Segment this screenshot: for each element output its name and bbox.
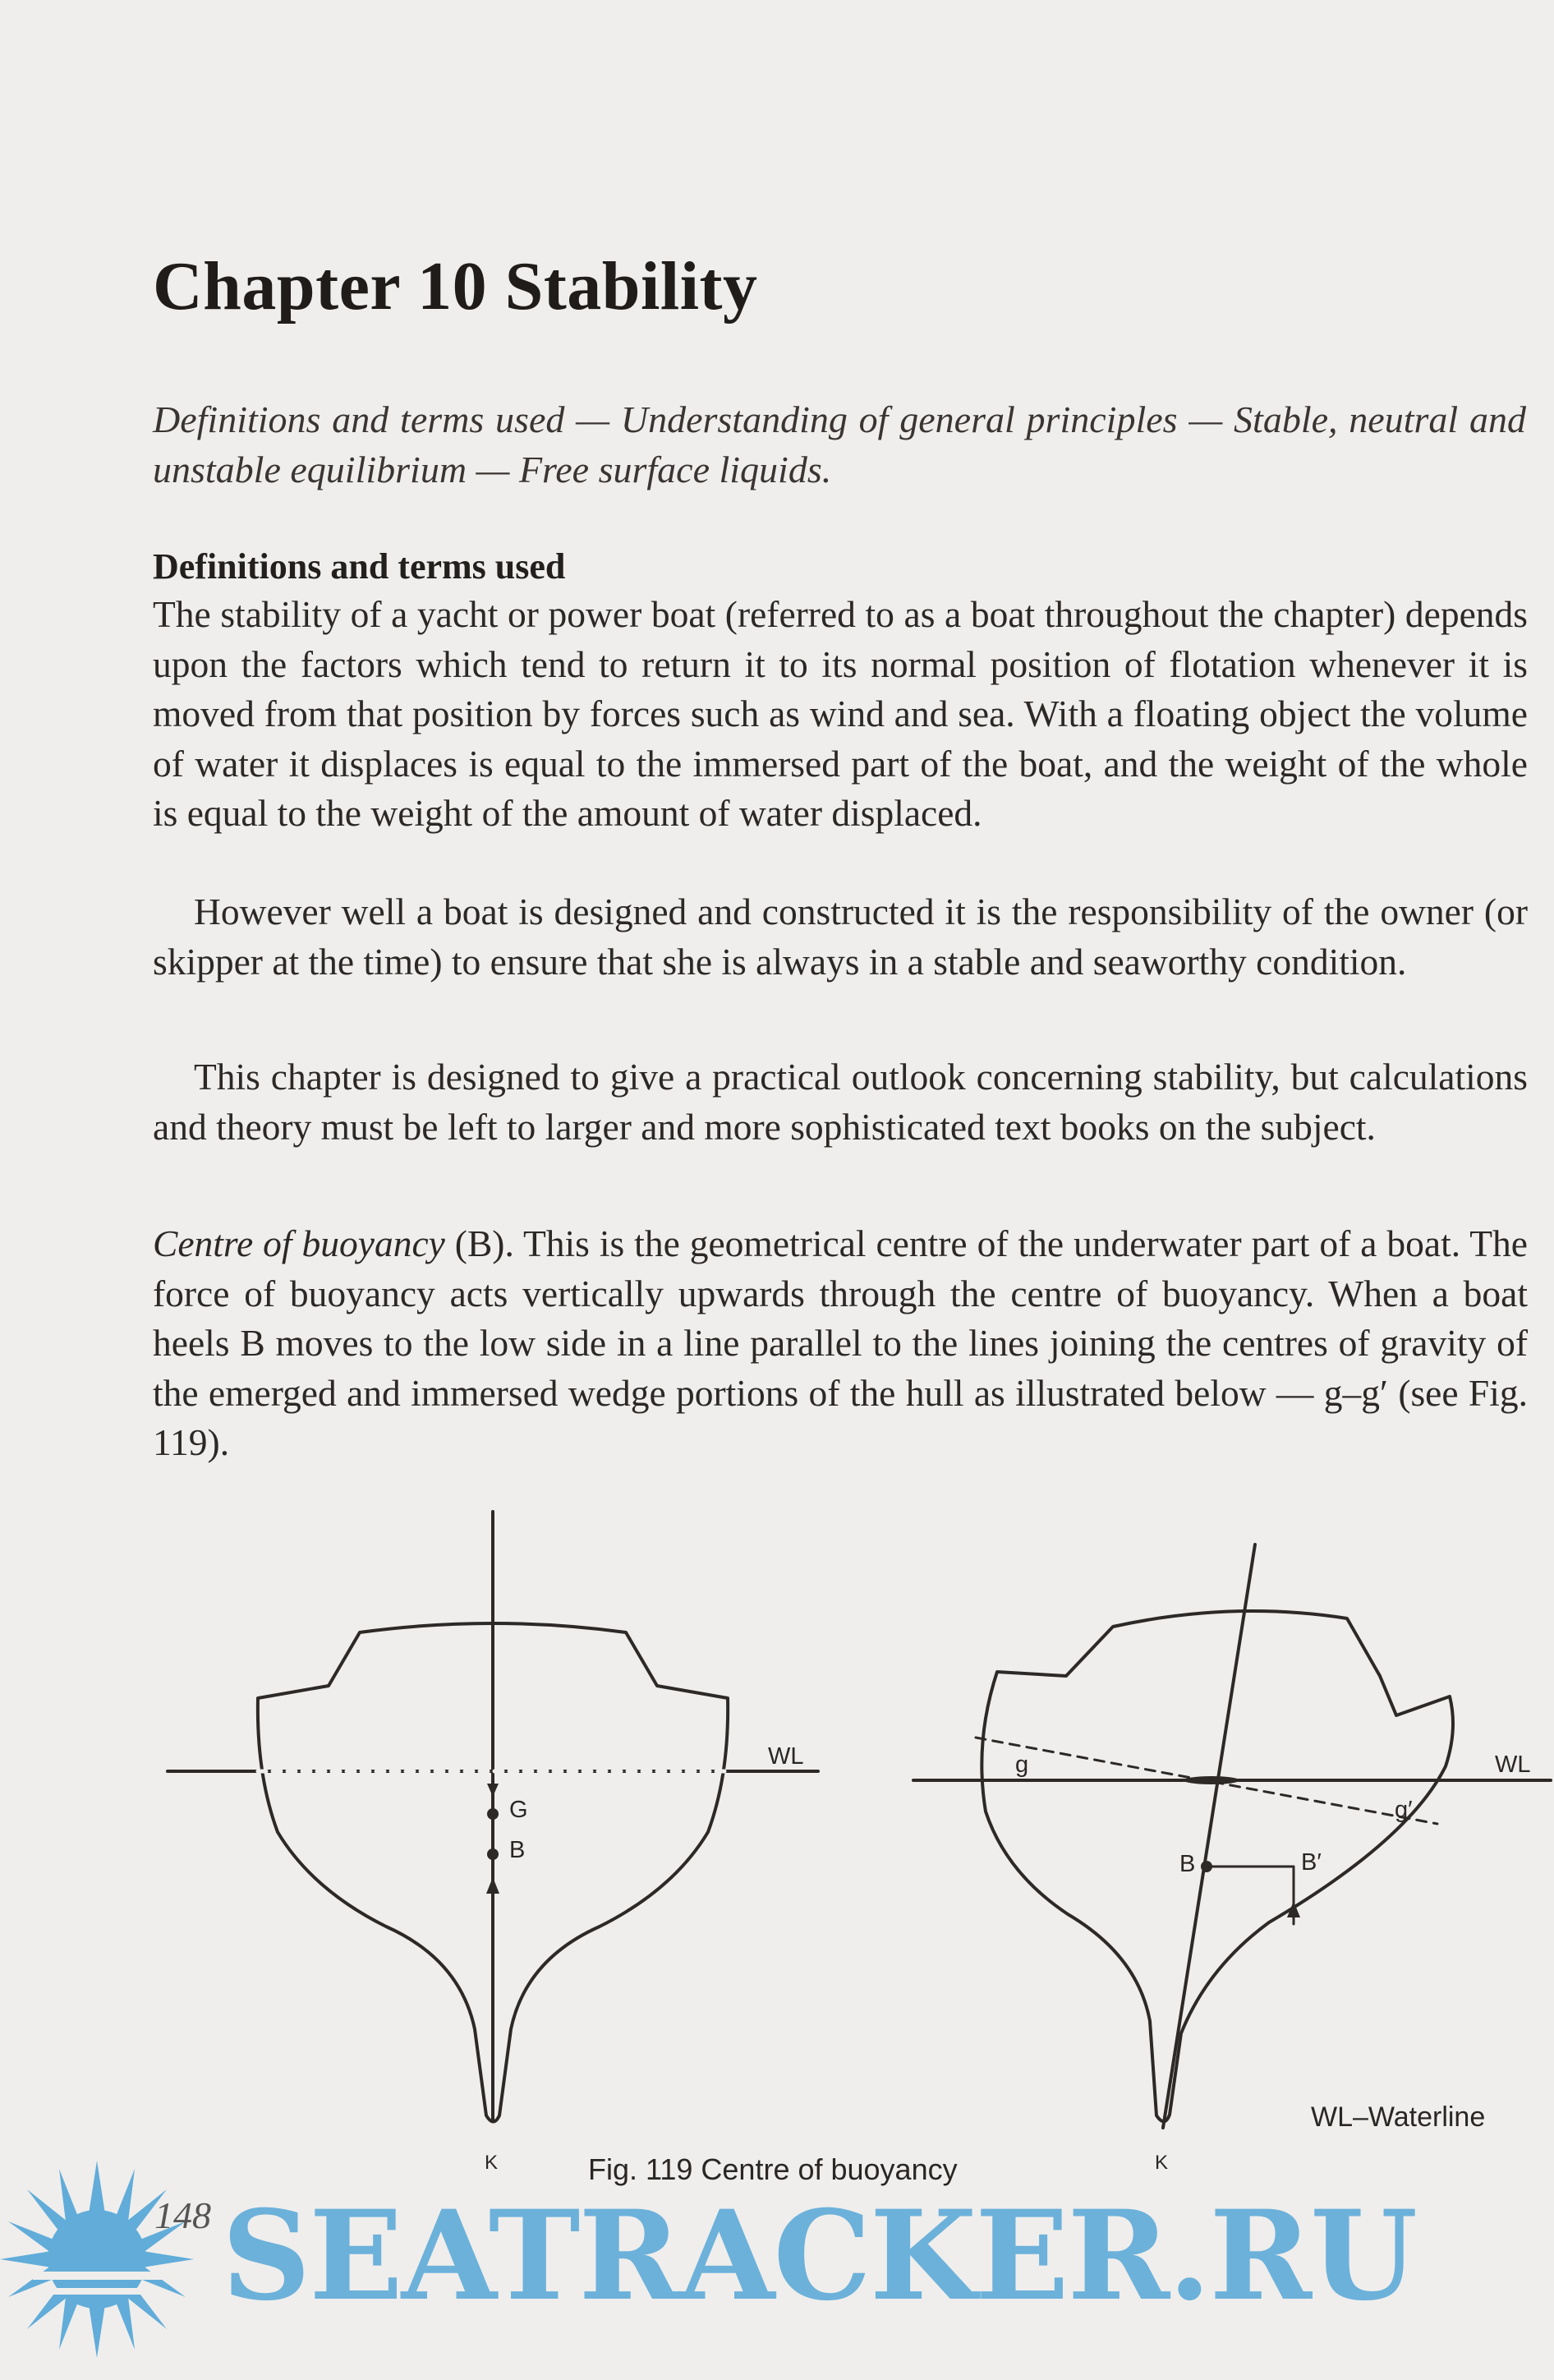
right-axis-line bbox=[1163, 1544, 1255, 2128]
right-wl-label: WL bbox=[1495, 1752, 1531, 1778]
paragraph-stability-intro: The stability of a yacht or power boat (referred to as a boat throughout the chapter) depends upon the factors which tend to return it to its normal position of flotation whenever it is moved from that position by forces such as wind and sea. With a floating object the volume of water it displaces is equal to the immersed part of the boat, and the weight of the whole is equal to the weight of the amount of water displaced. bbox=[153, 593, 1528, 834]
left-point-b bbox=[487, 1848, 499, 1860]
figure-119 bbox=[0, 1495, 1554, 2202]
term-centre-of-buoyancy: Centre of buoyancy bbox=[153, 1222, 445, 1264]
figure-caption: Fig. 119 Centre of buoyancy bbox=[588, 2152, 958, 2186]
right-g-prime-label: g′ bbox=[1395, 1797, 1413, 1823]
right-b-label: B bbox=[1179, 1851, 1196, 1877]
paragraph-text: This chapter is designed to give a practical outlook concerning stability, but calculations and theory must be left to larger and more sophisticated text books on the subject. bbox=[153, 1056, 1528, 1148]
figure-legend: WL–Waterline bbox=[1311, 2101, 1486, 2133]
right-point-b bbox=[1201, 1861, 1212, 1872]
left-b-label: B bbox=[509, 1837, 526, 1863]
page-number: 148 bbox=[154, 2194, 211, 2236]
paragraph-text: However well a boat is designed and constructed it is the responsibility of the owner (or skipper at the time) to ensure that she is always in a stable and seaworthy condition. bbox=[153, 891, 1528, 983]
right-wedge-centre bbox=[1184, 1776, 1239, 1784]
paragraph-centre-of-buoyancy bbox=[153, 1219, 1528, 1468]
left-k-label: K bbox=[485, 2152, 499, 2174]
right-k-label: K bbox=[1155, 2152, 1169, 2174]
right-g-label: g bbox=[1015, 1752, 1029, 1778]
section-heading: Definitions and terms used bbox=[153, 546, 566, 587]
chapter-summary: Definitions and terms used — Understanding of general principles — Stable, neutral and unstable equilibrium — Free surface liquids. bbox=[153, 398, 1526, 490]
watermark-text: SEATRACKER.RU bbox=[222, 2184, 1416, 2328]
left-buoyancy-arrow bbox=[486, 1877, 499, 1894]
right-b-prime-label: B′ bbox=[1301, 1849, 1322, 1876]
left-point-g bbox=[487, 1808, 499, 1820]
paragraph-text: (B). This is the geometrical centre of the underwater part of a boat. The force of buoyancy acts vertically upwards through the centre of buoyancy. When a boat heels B moves to the low side in a line parallel to the lines joining the centres of gravity of the emerged and immersed wedge portions of the hull as illustrated below — g–g′ (see Fig. 119). bbox=[153, 1222, 1528, 1463]
left-gravity-arrow bbox=[487, 1784, 499, 1797]
paragraph-owner-responsibility bbox=[153, 887, 1528, 987]
paragraph-chapter-purpose bbox=[153, 1052, 1528, 1152]
left-wl-label: WL bbox=[768, 1743, 804, 1770]
chapter-title: Chapter 10 Stability bbox=[153, 248, 758, 325]
left-g-label: G bbox=[509, 1797, 528, 1823]
